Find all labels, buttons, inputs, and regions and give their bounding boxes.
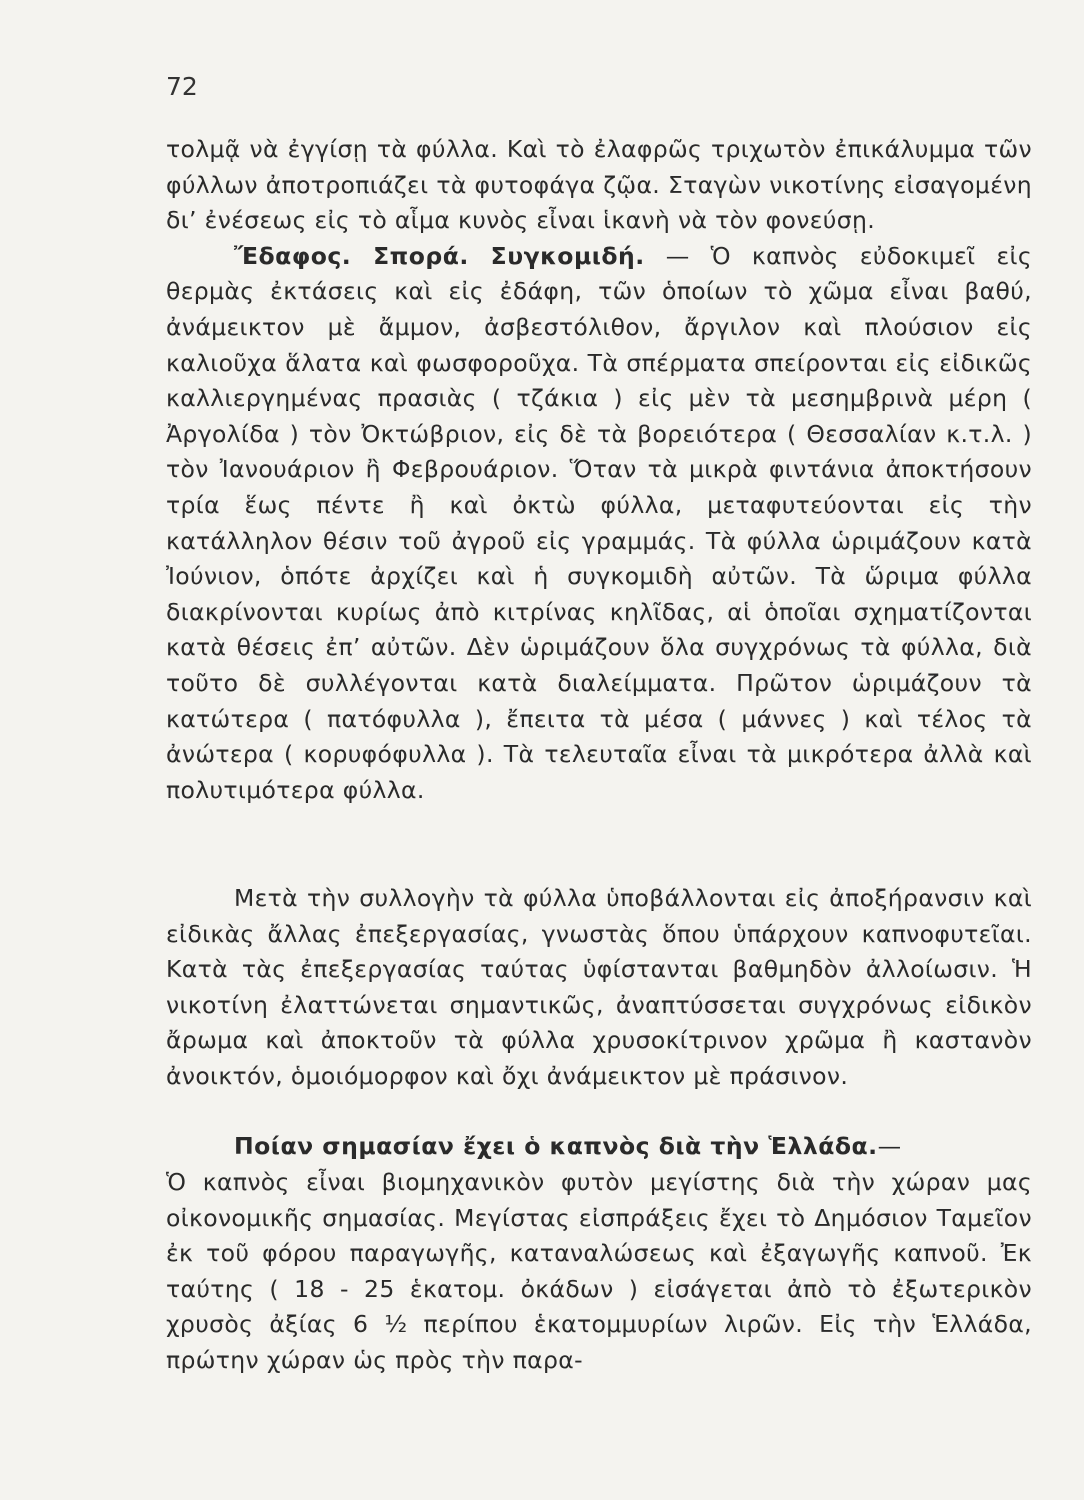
paragraph-economic-importance: Ὁ καπνὸς εἶναι βιομηχανικὸν φυτὸν μεγίστης διὰ τὴν χώραν μας οἰκονομικῆς σημασίας. Μεγίστας εἰσπράξεις ἔχει τὸ Δημόσιον Ταμεῖον ἐκ τοῦ φόρου παραγωγῆς, καταναλώσεως καὶ ἐξαγωγῆς καπνοῦ. Ἐκ ταύτης ( 18 - 25 ἑκατομ. ὀκάδων ) εἰσάγεται ἀπὸ τὸ ἐξωτερικὸν χρυσὸς ἀξίας 6 ½ περίπου ἑκατομμυρίων λιρῶν. Εἰς τὴν Ἑλλάδα, πρώτην χώραν ὡς πρὸς τὴν παρα-	[166, 1168, 1032, 1374]
page-number: 72	[166, 72, 198, 101]
section-heading-soil: Ἔδαφος. Σπορά. Συγκομιδή.	[234, 241, 645, 270]
paragraph-processing: Μετὰ τὴν συλλογὴν τὰ φύλλα ὑποβάλλονται εἰς ἀποξήρανσιν καὶ εἰδικὰς ἄλλας ἐπεξεργασίας, γνωστὰς ὅπου ὑπάρχουν καπνοφυτεῖαι. Κατὰ τὰς ἐπεξεργασίας ταύτας ὑφίστανται βαθμηδὸν ἀλλοίωσιν. Ἡ νικοτίνη ἐλαττώνεται σημαντικῶς, ἀναπτύσσεται συγχρόνως εἰδικὸν ἄρωμα καὶ ἀποκτοῦν τὰ φύλλα χρυσοκίτρινον χρῶμα ἢ καστανὸν ἀνοικτόν, ὁμοιόμορφον καὶ ὄχι ἀνάμεικτον μὲ πράσινον.	[166, 884, 1032, 1090]
body-text-section-2	[166, 881, 1032, 1095]
section-heading-importance-line	[166, 1129, 1032, 1165]
heading-dash: —	[877, 1132, 902, 1160]
body-text-section-3	[166, 1165, 1032, 1379]
section-text-soil: — Ὁ καπνὸς εὐδοκιμεῖ εἰς θερμὰς ἐκτάσεις καὶ εἰς ἐδάφη, τῶν ὁποίων τὸ χῶμα εἶναι βαθύ, ἀνάμεικτον μὲ ἄμμον, ἀσβεστόλιθον, ἄργιλον καὶ πλούσιον εἰς καλιοῦχα ἅλατα καὶ φωσφοροῦχα. Τὰ σπέρματα σπείρονται εἰς εἰδικῶς καλλιεργημένας πρασιὰς ( τζάκια ) εἰς μὲν τὰ μεσημβρινὰ μέρη ( Ἀργολίδα ) τὸν Ὀκτώβριον, εἰς δὲ τὰ βορειότερα ( Θεσσαλίαν κ.τ.λ. ) τὸν Ἰανουάριον ἢ Φεβρουάριον. Ὅταν τὰ μικρὰ φιντάνια ἀποκτήσουν τρία ἕως πέντε ἢ καὶ ὀκτὼ φύλλα, μεταφυτεύονται εἰς τὴν κατάλληλον θέσιν τοῦ ἀγροῦ εἰς γραμμάς. Τὰ φύλλα ὡριμάζουν κατὰ Ἰούνιον, ὁπότε ἀρχίζει καὶ ἡ συγκομιδὴ αὐτῶν. Τὰ ὥριμα φύλλα διακρίνονται κυρίως ἀπὸ κιτρίνας κηλῖδας, αἱ ὁποῖαι σχηματίζονται κατὰ θέσεις ἐπ’ αὐτῶν. Δὲν ὡριμάζουν ὅλα συγχρόνως τὰ φύλλα, διὰ τοῦτο δὲ συλλέγονται κατὰ διαλείμματα. Πρῶτον ὡριμάζουν τὰ κατώτερα ( πατόφυλλα ), ἔπειτα τὰ μέσα ( μάννες ) καὶ τέλος τὰ ἀνώτερα ( κορυφόφυλλα ). Τὰ τελευταῖα εἶναι τὰ μικρότερα ἀλλὰ καὶ πολυτιμότερα φύλλα.	[166, 241, 1032, 804]
body-text-section-1	[166, 132, 1032, 808]
paragraph-soil-sowing-harvest	[166, 239, 1032, 809]
body-text-heading-importance	[166, 1129, 1032, 1165]
section-heading-importance: Ποίαν σημασίαν ἔχει ὁ καπνὸς διὰ τὴν Ἑλλάδα.	[234, 1132, 878, 1160]
paragraph-leaves-defense: τολμᾷ νὰ ἐγγίσῃ τὰ φύλλα. Καὶ τὸ ἐλαφρῶς τριχωτὸν ἐπικάλυμμα τῶν φύλλων ἀποτροπιάζει τὰ φυτοφάγα ζῷα. Σταγὼν νικοτίνης εἰσαγομένη δι’ ἐνέσεως εἰς τὸ αἷμα κυνὸς εἶναι ἱκανὴ νὰ τὸν φονεύσῃ.	[166, 135, 1032, 235]
